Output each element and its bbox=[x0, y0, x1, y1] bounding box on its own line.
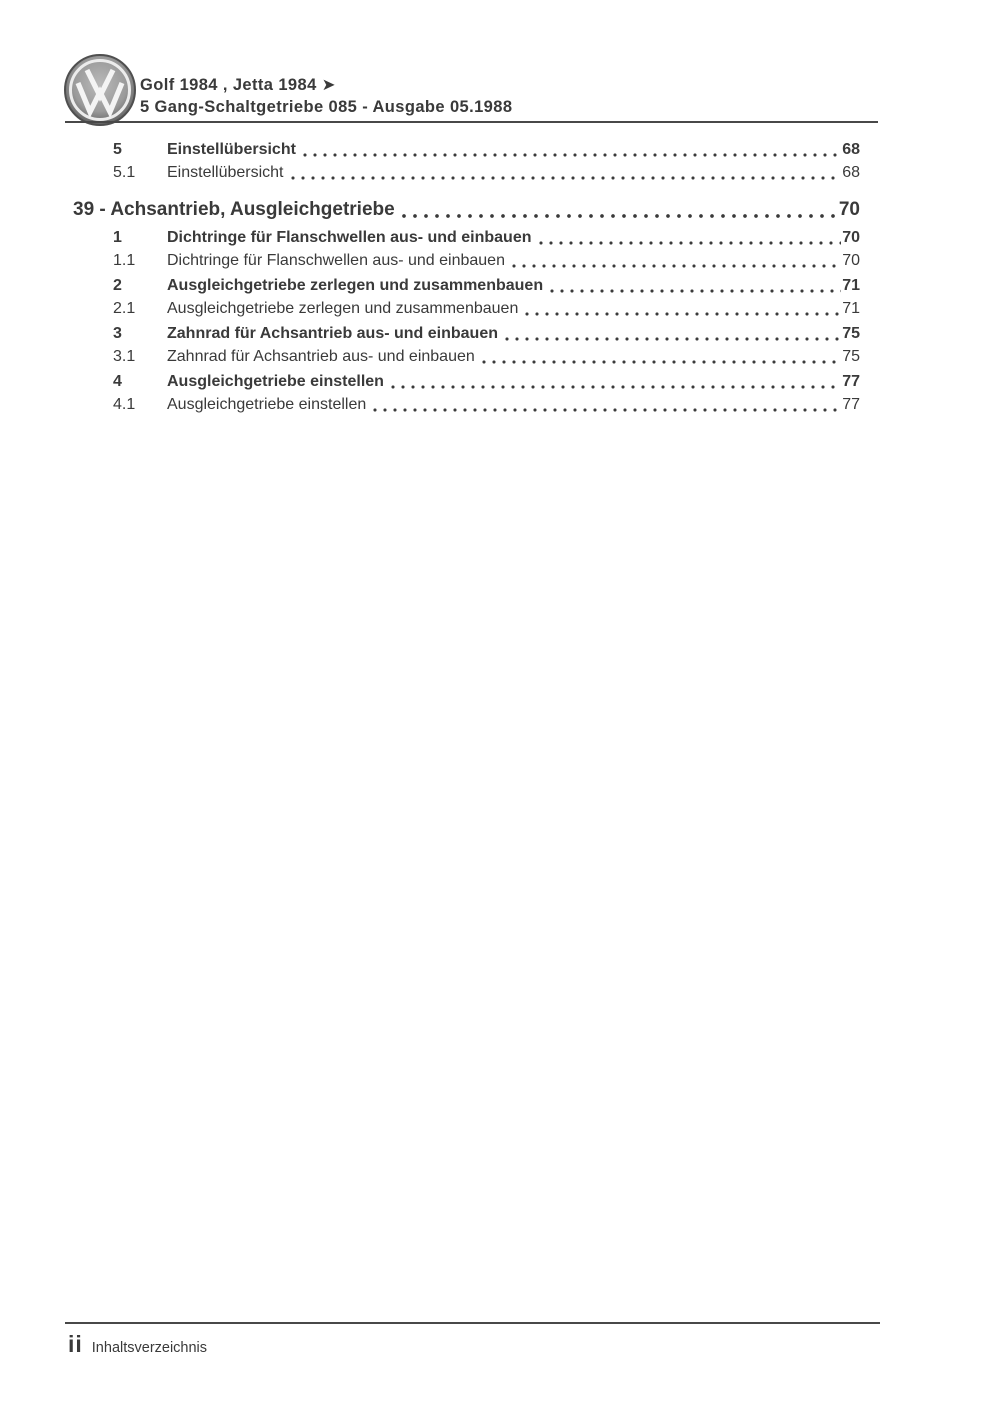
toc-entry-number: 1.1 bbox=[113, 252, 136, 269]
dot-leader bbox=[512, 256, 841, 268]
toc-entry-number: 3.1 bbox=[113, 348, 136, 365]
toc-entry-page: 70 bbox=[842, 252, 860, 269]
toc-entry-title: Ausgleichgetriebe zerlegen und zusammenbauen bbox=[167, 277, 544, 294]
toc-entry-number: 3 bbox=[113, 325, 122, 342]
toc-entry-page: 71 bbox=[842, 300, 860, 317]
footer-section-label: Inhaltsverzeichnis bbox=[91, 1340, 208, 1356]
toc-row bbox=[65, 249, 878, 272]
toc-entry-page: 68 bbox=[842, 164, 860, 181]
toc-entry-number: 1 bbox=[113, 229, 122, 246]
dot-leader bbox=[539, 233, 842, 245]
toc-chapter-page: 70 bbox=[838, 199, 860, 220]
dot-leader bbox=[291, 168, 842, 180]
header-subject-line: 5 Gang-Schaltgetriebe 085 - Ausgabe 05.1988 bbox=[140, 98, 513, 116]
toc-entry-number: 2 bbox=[113, 277, 122, 294]
toc-entry-title: Dichtringe für Flanschwellen aus- und einbauen bbox=[167, 229, 532, 246]
toc-chapter-title: 39 - Achsantrieb, Ausgleichgetriebe bbox=[73, 199, 395, 220]
toc-entry-title: Ausgleichgetriebe zerlegen und zusammenbauen bbox=[167, 300, 519, 317]
toc-entry-page: 77 bbox=[842, 396, 860, 413]
toc-row bbox=[65, 345, 878, 368]
toc-entry-number: 4 bbox=[113, 373, 122, 390]
header-title-block bbox=[140, 74, 512, 118]
toc-entry-page: 68 bbox=[842, 141, 860, 158]
toc-entry-title: Ausgleichgetriebe einstellen bbox=[167, 396, 367, 413]
vw-logo-icon bbox=[64, 54, 136, 126]
dot-leader bbox=[303, 145, 841, 157]
toc-entry-page: 77 bbox=[842, 373, 860, 390]
toc-row bbox=[65, 297, 878, 320]
toc-entry-number: 5 bbox=[113, 141, 122, 158]
toc-entry-title: Zahnrad für Achsantrieb aus- und einbauen bbox=[167, 348, 475, 365]
toc-row bbox=[65, 322, 878, 345]
toc-chapter-row bbox=[65, 196, 878, 223]
toc-entry-page: 75 bbox=[842, 325, 860, 342]
toc-row bbox=[65, 274, 878, 297]
dot-leader bbox=[373, 400, 841, 412]
dot-leader bbox=[505, 329, 841, 341]
toc-entry-title: Einstellübersicht bbox=[167, 164, 284, 181]
toc-entry-number: 5.1 bbox=[113, 164, 136, 181]
toc-row bbox=[65, 161, 878, 184]
toc-entry-title: Ausgleichgetriebe einstellen bbox=[167, 373, 384, 390]
footer-text bbox=[68, 1331, 207, 1358]
dot-leader bbox=[482, 352, 841, 364]
dot-leader bbox=[391, 377, 841, 389]
toc-entry-page: 75 bbox=[842, 348, 860, 365]
toc-row bbox=[65, 393, 878, 416]
toc-entry-number: 2.1 bbox=[113, 300, 136, 317]
dot-leader bbox=[525, 304, 841, 316]
toc-entry-page: 71 bbox=[842, 277, 860, 294]
footer-rule bbox=[65, 1322, 880, 1324]
header-model-line: Golf 1984 , Jetta 1984 ➤ bbox=[140, 76, 336, 94]
toc-entry-number: 4.1 bbox=[113, 396, 136, 413]
toc-row bbox=[65, 138, 878, 161]
footer-page-number: ii bbox=[68, 1331, 83, 1357]
header-rule bbox=[65, 121, 878, 123]
toc-row bbox=[65, 370, 878, 393]
toc-entry-title: Dichtringe für Flanschwellen aus- und einbauen bbox=[167, 252, 505, 269]
table-of-contents bbox=[65, 136, 878, 416]
dot-leader bbox=[402, 206, 838, 218]
toc-entry-title: Zahnrad für Achsantrieb aus- und einbauen bbox=[167, 325, 498, 342]
toc-row bbox=[65, 226, 878, 249]
dot-leader bbox=[550, 281, 841, 293]
toc-entry-title: Einstellübersicht bbox=[167, 141, 296, 158]
toc-entry-page: 70 bbox=[842, 229, 860, 246]
